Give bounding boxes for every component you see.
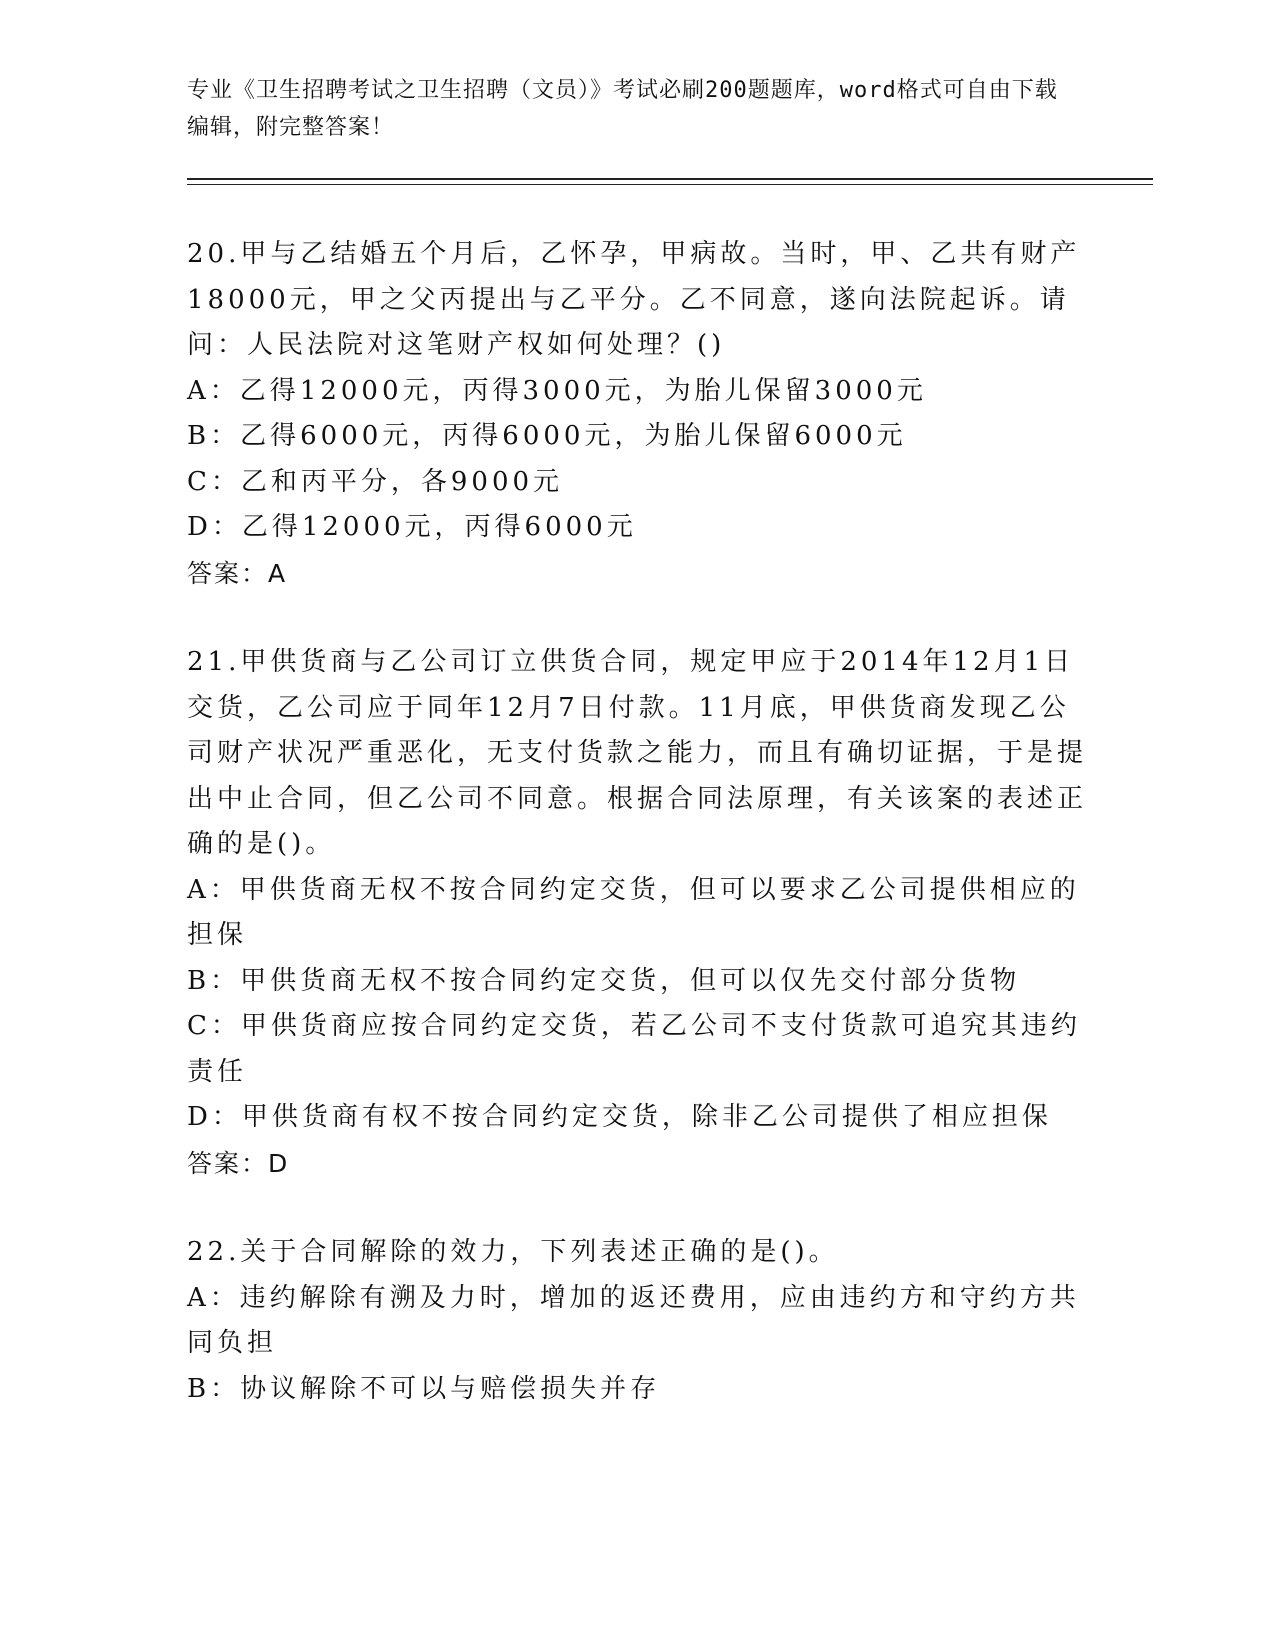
question-spacer xyxy=(187,596,1087,640)
header-rule-thin xyxy=(187,184,1153,185)
option-a: A：违约解除有溯及力时，增加的返还费用，应由违约方和守约方共同负担 xyxy=(187,1282,1080,1358)
option-d: D：甲供货商有权不按合同约定交货，除非乙公司提供了相应担保 xyxy=(187,1102,1052,1132)
answer-line: 答案：A xyxy=(187,558,288,588)
option-d: D：乙得12000元，丙得6000元 xyxy=(187,512,637,542)
option-b: B：乙得6000元，丙得6000元，为胎儿保留6000元 xyxy=(187,421,907,451)
option-b: B：甲供货商无权不按合同约定交货，但可以仅先交付部分货物 xyxy=(187,965,1021,996)
question-20 xyxy=(187,232,1087,596)
document-header: 专业《卫生招聘考试之卫生招聘（文员）》考试必刷200题题库，word格式可自由下载编辑，附完整答案！ xyxy=(187,78,1058,140)
question-21 xyxy=(187,640,1087,1186)
option-a: A：乙得12000元，丙得3000元，为胎儿保留3000元 xyxy=(187,375,927,406)
question-22 xyxy=(187,1230,1087,1412)
question-list xyxy=(187,232,1087,1412)
option-c: C：乙和丙平分，各9000元 xyxy=(187,466,564,497)
question-stem: 22.关于合同解除的效力，下列表述正确的是()。 xyxy=(187,1237,839,1267)
option-b: B：协议解除不可以与赔偿损失并存 xyxy=(187,1373,661,1404)
answer-line: 答案：D xyxy=(187,1148,290,1178)
option-a: A：甲供货商无权不按合同约定交货，但可以要求乙公司提供相应的担保 xyxy=(187,874,1080,950)
question-stem: 21.甲供货商与乙公司订立供货合同，规定甲应于2014年12月1日交货，乙公司应于同年12月7日付款。11月底，甲供货商发现乙公司财产状况严重恶化，无支付货款之能力，而且有确切证据，于是提出中止合同，但乙公司不同意。根据合同法原理，有关该案的表述正确的是()。 xyxy=(187,647,1088,859)
question-spacer xyxy=(187,1186,1087,1230)
question-stem: 20.甲与乙结婚五个月后，乙怀孕，甲病故。当时，甲、乙共有财产18000元，甲之父丙提出与乙平分。乙不同意，遂向法院起诉。请问：人民法院对这笔财产权如何处理？() xyxy=(187,239,1081,360)
option-c: C：甲供货商应按合同约定交货，若乙公司不支付货款可追究其违约责任 xyxy=(187,1011,1081,1087)
header-rule-thick xyxy=(187,178,1153,180)
